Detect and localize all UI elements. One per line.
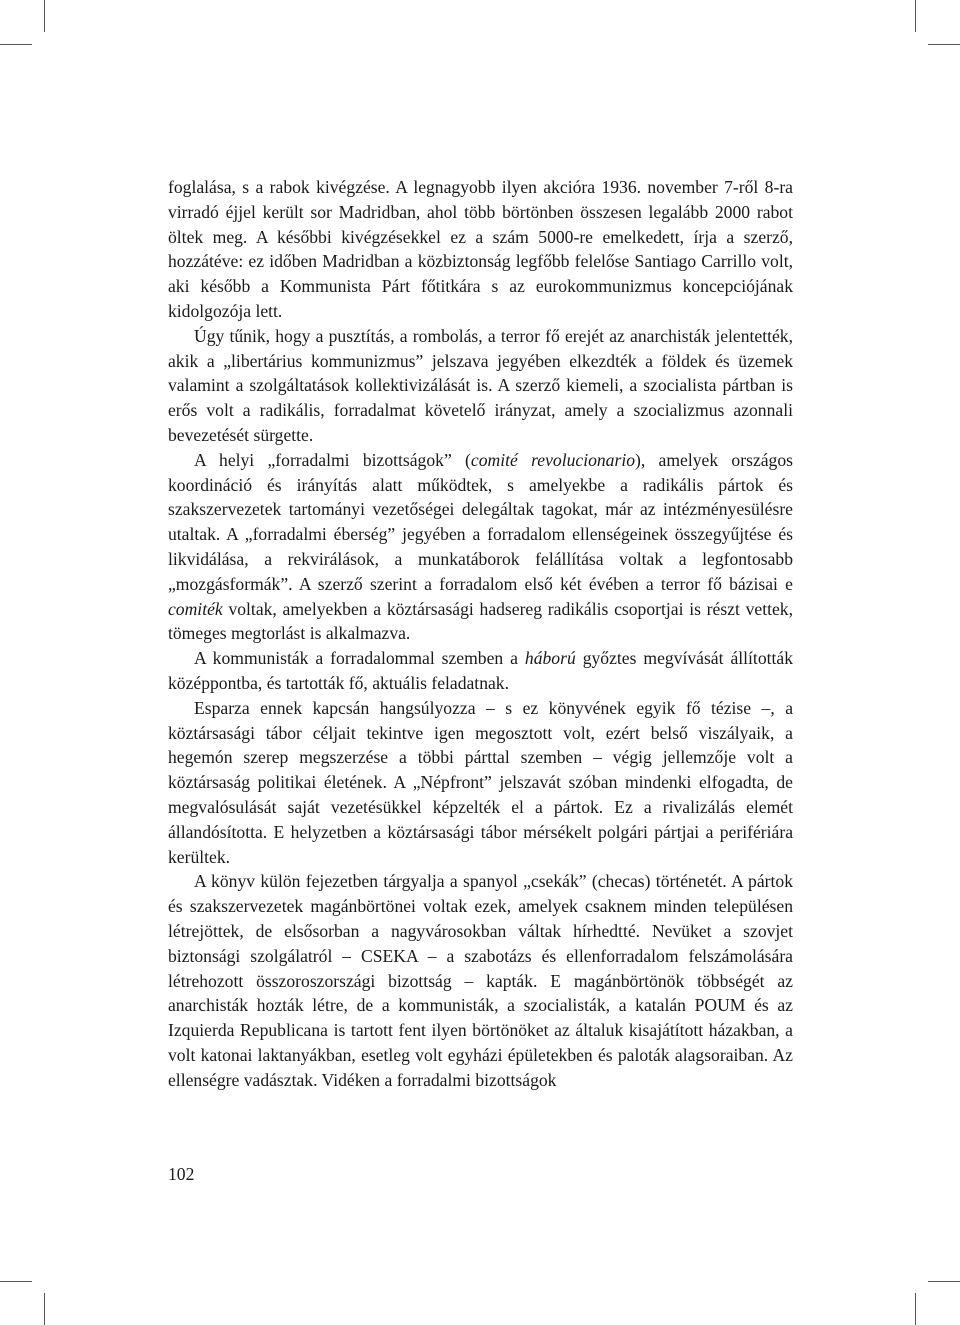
text-run: A könyv külön fejezetben tárgyalja a spanyol „csekák” (checas) történetét. A pártok és szakszervezetek magánbörtönei voltak ezek, amelyek csaknem minden településen létrejöttek, de elsősorban a nagyvárosokban váltak hírhedtté. Nevüket a szovjet biztonsági szolgálatról – CSEKA – a szabotázs és ellenforradalom felszámolására létrehozott összoroszországi bizottság – kapták. E magánbörtönök többségét az anarchisták hozták létre, de a kommunisták, a szocialisták, a katalán POUM és az Izquierda Republicana is tartott fent ilyen börtönöket az általuk kisajátított házakban, a volt katonai laktanyákban, esetleg volt egyházi épületekben és paloták alagsoraiban. Az ellenségre vadásztak. Vidéken a forradalmi bizottságok [168,871,793,1090]
crop-mark-bottom-right [915,1293,916,1325]
text-run: A helyi „forradalmi bizottságok” ( [194,449,471,470]
paragraph [168,646,793,696]
crop-mark-top-right-h [928,44,960,45]
text-run: Úgy tűnik, hogy a pusztítás, a rombolás, a terror fő erejét az anarchisták jelentették, akik a „libertárius kommunizmus” jelszava jegyében elkezdték a földek és üzemek valamint a szolgáltatások kollektivizálását is. A szerző kiemeli, a szocialista pártban is erős volt a radikális, forradalmat követelő irányzat, amely a szocializmus azonnali bevezetését sürgette. [168,325,793,445]
page-number: 102 [168,1164,195,1184]
italic-text: comiték [168,598,223,619]
text-run: foglalása, s a rabok kivégzése. A legnagyobb ilyen akcióra 1936. november 7-ről 8-ra virradó éjjel került sor Madridban, ahol több börtönben összesen legalább 2000 rabot öltek meg. A későbbi kivégzésekkel ez a szám 5000-re emelkedett, írja a szerző, hozzátéve: ez időben Madridban a közbiztonság legfőbb felelőse Santiago Carrillo volt, aki később a Kommunista Párt főtitkára s az eurokommunizmus koncepciójának kidolgozója lett. [168,177,793,321]
crop-mark-top-left-h [0,44,32,45]
paragraph [168,324,793,448]
italic-text: comité revolucionario [470,449,636,470]
paragraph [168,869,793,1092]
text-run: voltak, amelyekben a köztársasági hadsereg radikális csoportjai is részt vettek, tömeges megtorlást is alkalmazva. [168,598,793,644]
italic-text: háború [524,648,576,669]
text-run: győztes megvívását állították középpontba, és tartották fő, aktuális feladatnak. [168,648,793,693]
crop-mark-bottom-left-h [0,1281,32,1282]
paragraph [168,448,793,646]
text-run: Esparza ennek kapcsán hangsúlyozza – s ez könyvének egyik fő tézise –, a köztársasági tábor céljait tekintve igen megosztott volt, ezért belső viszályaik, a hegemón szerep megszerzése a többi párttal szemben – végig jellemzője volt a köztársaság politikai életének. A „Népfront” jelszavát szóban mindenki elfogadta, de megvalósulását saját vezetésükkel képzelték el a pártok. Ez a rivalizálás elemét állandósította. E helyzetben a köztársasági tábor mérsékelt polgári pártjai a perifériára kerültek. [168,697,793,867]
crop-mark-bottom-right-h [928,1281,960,1282]
text-run: ), amelyek országos koordináció és irányítás alatt működtek, s amelyekbe a radikális pártok és szakszervezetek tartományi vezetőségei delegáltak tagokat, már az intézményesülésre utaltak. A „forradalmi éberség” jegyében a forradalom ellenségeinek összegyűjtése és likvidálása, a rekvirálások, a munkatáborok felállítása voltak a legfontosabb „mozgásformák”. A szerző szerint a forradalom első két évében a terror fő bázisai e [168,449,793,594]
crop-mark-top-left [44,0,45,32]
crop-mark-bottom-left [44,1293,45,1325]
text-run: A kommunisták a forradalommal szemben a [194,648,525,669]
paragraph [168,175,793,324]
paragraph [168,696,793,870]
crop-mark-top-right [915,0,916,32]
body-text [168,175,793,1092]
